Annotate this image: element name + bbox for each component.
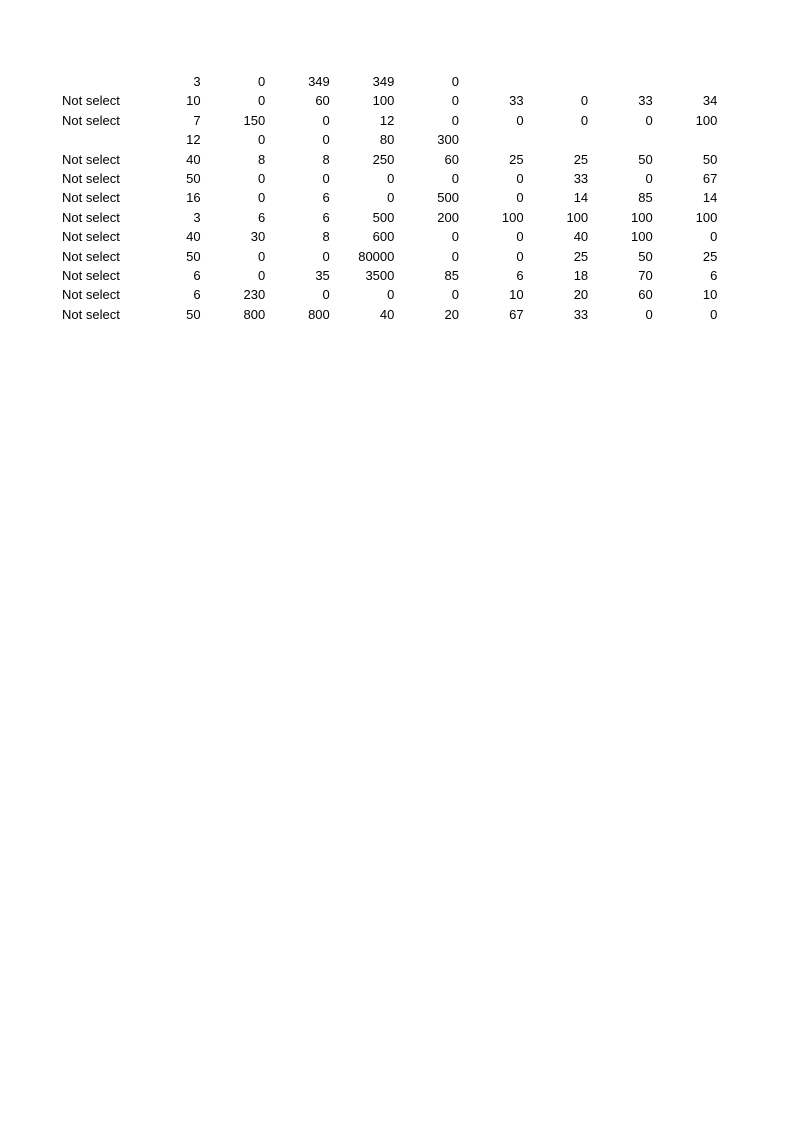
value-cell[interactable]: 85 — [444, 268, 459, 284]
value-cell[interactable]: 67 — [702, 171, 718, 187]
row-label-cell[interactable]: Not select — [62, 229, 120, 245]
table-row — [62, 227, 717, 246]
table-row — [62, 208, 717, 227]
value-cell[interactable]: 60 — [444, 151, 459, 167]
value-cell[interactable]: 0 — [710, 306, 718, 322]
value-cell[interactable]: 0 — [451, 287, 459, 303]
value-cell[interactable]: 0 — [451, 74, 459, 89]
value-cell[interactable]: 8 — [257, 151, 266, 167]
value-cell[interactable]: 33 — [573, 171, 589, 187]
value-cell[interactable]: 8 — [322, 229, 330, 245]
row-label-cell[interactable]: Not select — [62, 248, 120, 264]
value-cell[interactable]: 0 — [322, 112, 330, 128]
value-cell[interactable]: 0 — [257, 268, 266, 284]
value-cell[interactable]: 25 — [509, 151, 524, 167]
row-label-cell[interactable]: Not select — [62, 171, 120, 187]
row-label-cell[interactable]: Not select — [62, 151, 120, 167]
value-cell[interactable]: 0 — [257, 93, 266, 109]
value-cell[interactable]: 800 — [243, 306, 266, 322]
value-cell[interactable] — [588, 130, 653, 149]
value-cell[interactable]: 0 — [451, 248, 459, 264]
value-cell[interactable]: 349 — [308, 74, 330, 89]
value-cell[interactable] — [653, 72, 718, 91]
table-row — [62, 111, 717, 130]
row-label-cell[interactable]: Not select — [62, 306, 120, 322]
value-cell[interactable] — [459, 130, 524, 149]
value-cell[interactable]: 50 — [186, 248, 201, 264]
value-cell[interactable]: 3 — [193, 209, 201, 225]
table-row — [62, 169, 717, 188]
value-cell[interactable]: 30 — [250, 229, 266, 245]
table-row — [62, 305, 717, 324]
table-row — [62, 91, 717, 110]
value-cell[interactable]: 40 — [186, 229, 201, 245]
value-cell[interactable]: 230 — [243, 287, 266, 303]
value-cell[interactable]: 0 — [580, 112, 589, 128]
value-cell[interactable]: 6 — [193, 268, 201, 284]
value-cell[interactable]: 6 — [516, 268, 524, 284]
value-cell[interactable]: 50 — [638, 248, 653, 264]
value-cell[interactable]: 0 — [322, 287, 330, 303]
value-cell[interactable]: 0 — [257, 74, 266, 89]
row-label-cell[interactable]: Not select — [62, 93, 120, 109]
value-cell[interactable]: 10 — [702, 287, 718, 303]
value-cell[interactable]: 0 — [257, 248, 266, 264]
value-cell[interactable]: 100 — [695, 209, 718, 225]
value-cell[interactable] — [653, 130, 718, 149]
value-cell[interactable]: 100 — [501, 209, 524, 225]
row-label-cell[interactable]: Not select — [62, 209, 120, 225]
value-cell[interactable]: 67 — [509, 306, 524, 322]
value-cell[interactable]: 20 — [444, 306, 459, 322]
value-cell[interactable]: 0 — [516, 112, 524, 128]
row-label-cell[interactable]: Not select — [62, 268, 120, 284]
value-cell[interactable]: 14 — [573, 190, 589, 206]
value-cell[interactable]: 0 — [645, 112, 653, 128]
value-cell[interactable]: 12 — [379, 112, 395, 128]
value-cell[interactable]: 500 — [372, 209, 395, 225]
value-cell[interactable]: 25 — [573, 151, 589, 167]
value-cell[interactable] — [524, 72, 589, 91]
value-cell[interactable]: 0 — [257, 171, 266, 187]
row-label-cell[interactable] — [62, 130, 136, 149]
value-cell[interactable]: 34 — [702, 93, 718, 109]
value-cell[interactable]: 0 — [451, 112, 459, 128]
value-cell[interactable]: 100 — [631, 229, 653, 245]
value-cell[interactable]: 0 — [516, 248, 524, 264]
value-cell[interactable]: 0 — [322, 248, 330, 264]
data-table — [62, 72, 717, 324]
value-cell[interactable]: 25 — [573, 248, 589, 264]
value-cell[interactable]: 500 — [437, 190, 459, 206]
row-label-cell[interactable]: Not select — [62, 287, 120, 303]
table-body — [62, 72, 717, 324]
value-cell[interactable]: 25 — [702, 248, 718, 264]
value-cell[interactable]: 33 — [509, 93, 524, 109]
value-cell[interactable]: 7 — [193, 112, 201, 128]
table-row — [62, 247, 717, 266]
value-cell[interactable]: 0 — [322, 132, 330, 148]
value-cell[interactable]: 100 — [631, 209, 653, 225]
value-cell[interactable]: 14 — [702, 190, 718, 206]
value-cell[interactable]: 70 — [638, 268, 653, 284]
value-cell[interactable]: 0 — [516, 229, 524, 245]
value-cell[interactable]: 40 — [186, 151, 201, 167]
value-cell[interactable]: 200 — [437, 209, 459, 225]
value-cell[interactable]: 0 — [322, 171, 330, 187]
value-cell[interactable]: 100 — [566, 209, 589, 225]
value-cell[interactable]: 50 — [702, 151, 718, 167]
value-cell[interactable]: 6 — [322, 209, 330, 225]
value-cell[interactable]: 0 — [516, 190, 524, 206]
value-cell[interactable]: 0 — [451, 171, 459, 187]
value-cell[interactable]: 349 — [372, 74, 395, 89]
value-cell[interactable]: 16 — [186, 190, 201, 206]
value-cell[interactable]: 0 — [451, 229, 459, 245]
value-cell[interactable]: 18 — [573, 268, 589, 284]
table-row — [62, 150, 717, 169]
value-cell[interactable]: 60 — [315, 93, 330, 109]
value-cell[interactable]: 0 — [645, 171, 653, 187]
value-cell[interactable]: 6 — [257, 209, 266, 225]
value-cell[interactable]: 6 — [193, 287, 201, 303]
value-cell[interactable]: 10 — [509, 287, 524, 303]
value-cell[interactable]: 100 — [372, 93, 395, 109]
value-cell[interactable]: 250 — [372, 151, 395, 167]
value-cell[interactable]: 0 — [710, 229, 718, 245]
value-cell[interactable]: 3500 — [365, 268, 395, 284]
value-cell[interactable]: 100 — [695, 112, 718, 128]
value-cell[interactable]: 300 — [437, 132, 459, 148]
row-label-cell[interactable] — [62, 72, 136, 91]
value-cell[interactable] — [588, 72, 653, 91]
row-label-cell[interactable]: Not select — [62, 112, 120, 128]
value-cell[interactable]: 0 — [387, 190, 395, 206]
value-cell[interactable]: 0 — [387, 287, 395, 303]
value-cell[interactable]: 60 — [638, 287, 653, 303]
value-cell[interactable]: 0 — [516, 171, 524, 187]
value-cell[interactable]: 150 — [243, 112, 266, 128]
value-cell[interactable]: 50 — [638, 151, 653, 167]
value-cell[interactable]: 3 — [193, 74, 201, 89]
table-row — [62, 285, 717, 304]
table-row — [62, 72, 717, 91]
value-cell[interactable]: 33 — [638, 93, 653, 109]
value-cell[interactable] — [524, 130, 589, 149]
value-cell[interactable]: 12 — [186, 132, 201, 148]
table-row — [62, 266, 717, 285]
value-cell[interactable]: 6 — [710, 268, 718, 284]
value-cell[interactable]: 0 — [451, 93, 459, 109]
value-cell[interactable]: 85 — [638, 190, 653, 206]
value-cell[interactable]: 50 — [186, 306, 201, 322]
value-cell[interactable]: 50 — [186, 171, 201, 187]
value-cell[interactable]: 8 — [322, 151, 330, 167]
value-cell[interactable]: 800 — [308, 306, 330, 322]
value-cell[interactable]: 600 — [372, 229, 395, 245]
value-cell[interactable]: 0 — [387, 171, 395, 187]
value-cell[interactable]: 0 — [257, 190, 266, 206]
value-cell[interactable]: 40 — [573, 229, 589, 245]
value-cell[interactable]: 10 — [186, 93, 201, 109]
value-cell[interactable]: 0 — [645, 306, 653, 322]
value-cell[interactable]: 80 — [379, 132, 395, 148]
table-row — [62, 188, 717, 207]
value-cell[interactable]: 0 — [257, 132, 266, 148]
value-cell[interactable]: 33 — [573, 306, 589, 322]
value-cell[interactable]: 35 — [315, 268, 330, 284]
value-cell[interactable]: 6 — [322, 190, 330, 206]
value-cell[interactable] — [459, 72, 524, 91]
value-cell[interactable]: 80000 — [358, 248, 395, 264]
table-row — [62, 130, 717, 149]
value-cell[interactable]: 40 — [379, 306, 395, 322]
row-label-cell[interactable]: Not select — [62, 190, 120, 206]
value-cell[interactable]: 20 — [573, 287, 589, 303]
value-cell[interactable]: 0 — [580, 93, 589, 109]
